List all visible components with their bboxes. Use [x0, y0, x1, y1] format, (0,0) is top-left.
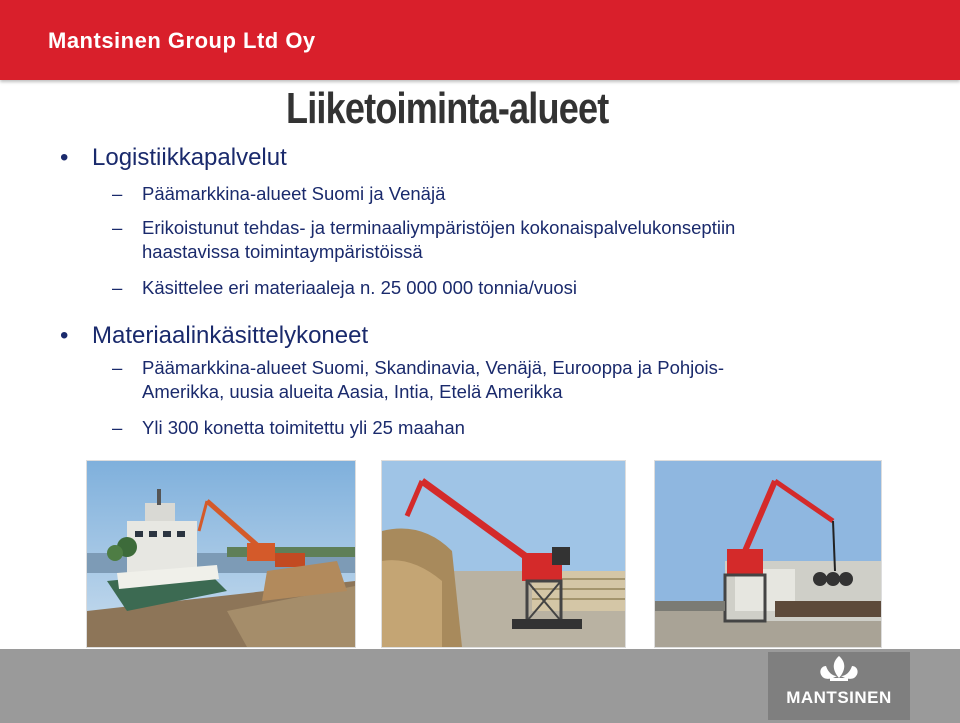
steel-crane-illustration: [655, 461, 881, 647]
sub-text: Päämarkkina-alueet Suomi ja Venäjä: [142, 183, 446, 204]
sub-text: Käsittelee eri materiaaleja n. 25 000 000 tonnia/vuosi: [142, 277, 578, 298]
bullet-marker: •: [60, 322, 69, 349]
bullet-marker: •: [60, 144, 69, 171]
ship-crane-illustration: [87, 461, 355, 647]
sub-text: Erikoistunut tehdas- ja terminaaliympäristöjen kokonaispalvelukonseptiin: [142, 217, 736, 238]
sub-marker: –: [112, 183, 123, 204]
company-name: Mantsinen Group Ltd Oy: [48, 28, 316, 53]
sub-marker: –: [112, 417, 123, 438]
sub-marker: –: [112, 217, 123, 238]
bullet-label: Materiaalinkäsittelykoneet: [92, 322, 369, 349]
sub-text: Amerikka, uusia alueita Aasia, Intia, Etelä Amerikka: [142, 381, 563, 402]
photo-ship-crane: [86, 460, 356, 648]
sub-text: Yli 300 konetta toimitettu yli 25 maahan: [142, 417, 465, 438]
fleur-de-lis-icon: [768, 652, 910, 688]
photo-red-crane-logs: [381, 460, 626, 648]
sub-text: Päämarkkina-alueet Suomi, Skandinavia, Venäjä, Eurooppa ja Pohjois-: [142, 357, 725, 378]
slide-title: Liiketoiminta-alueet: [286, 84, 609, 133]
sub-marker: –: [112, 277, 123, 298]
photo-crane-steel: [654, 460, 882, 648]
bullet-label: Logistiikkapalvelut: [92, 144, 287, 171]
red-crane-illustration: [382, 461, 625, 647]
sub-text: haastavissa toimintaympäristöissä: [142, 241, 423, 262]
sub-marker: –: [112, 357, 123, 378]
mantsinen-logo: [768, 652, 910, 720]
header-bar: [0, 0, 960, 80]
logo-text: MANTSINEN: [786, 688, 892, 707]
